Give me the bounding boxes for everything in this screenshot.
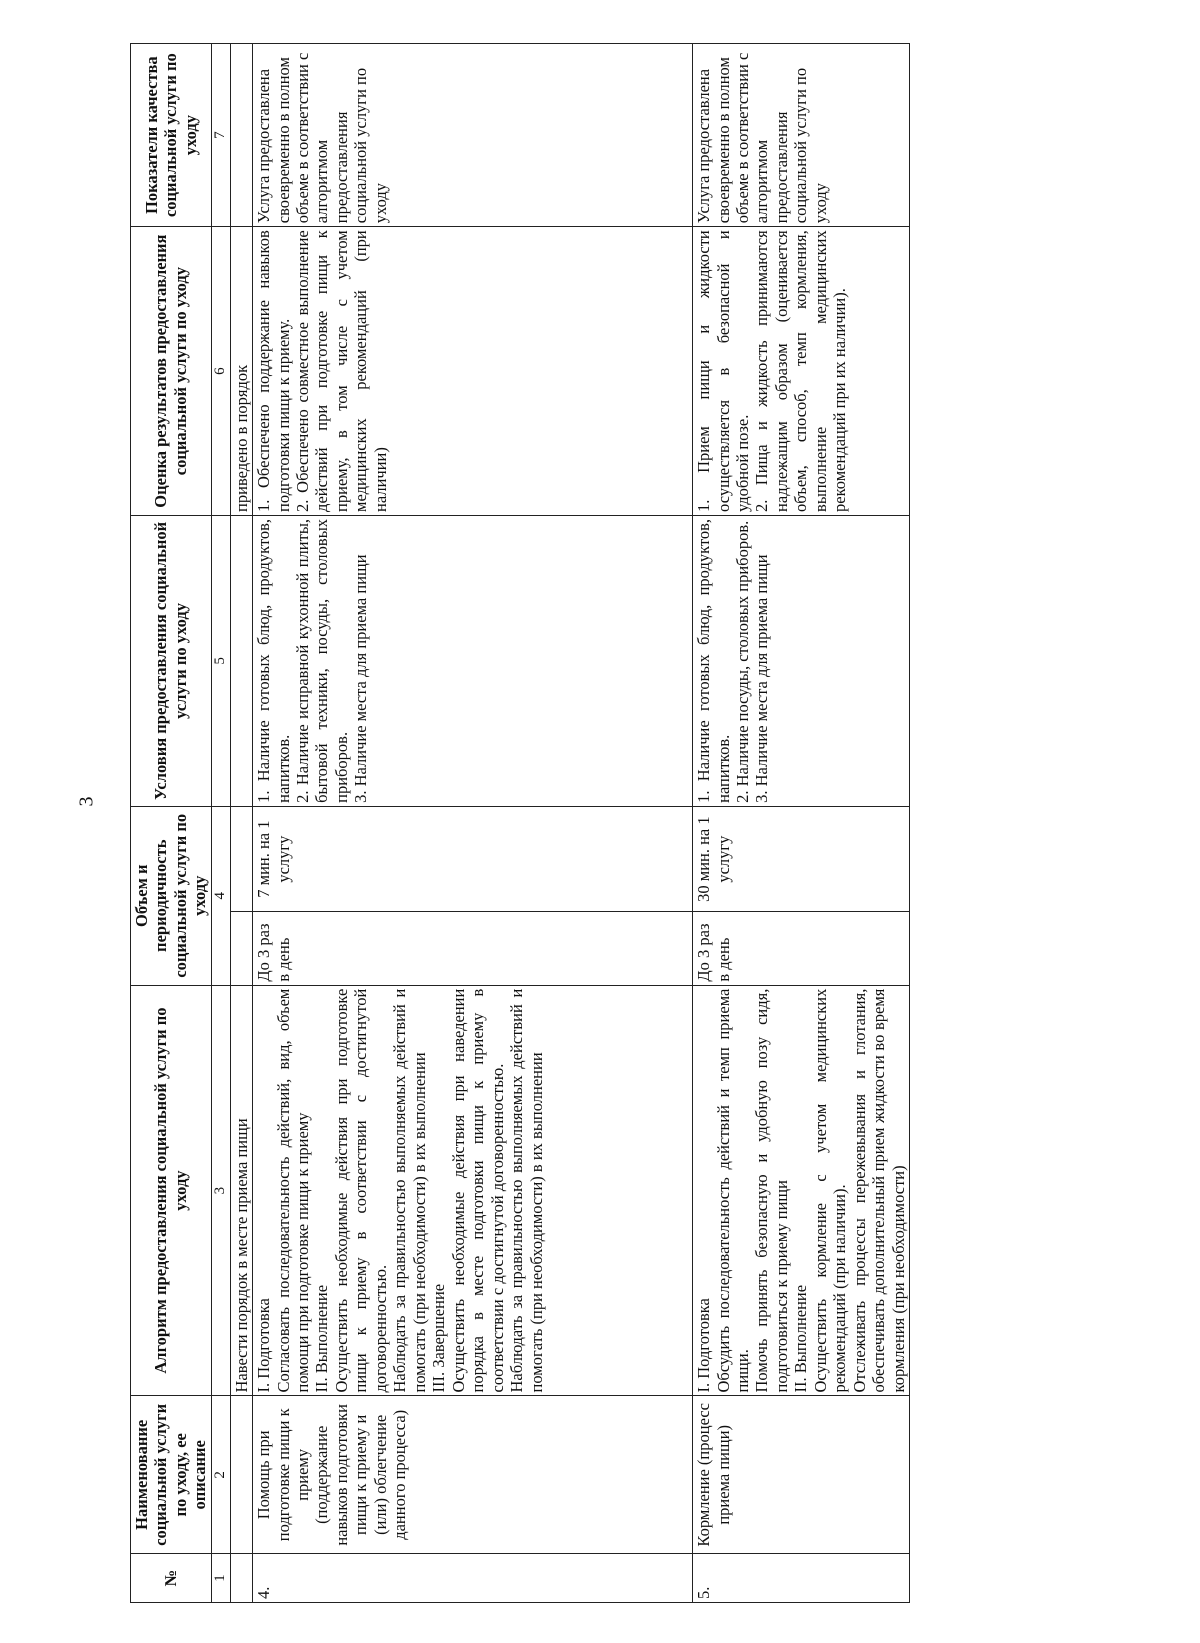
volume-cell: 30 мин. на 1 услугу bbox=[693, 806, 910, 911]
row-number: 4. bbox=[253, 1554, 693, 1603]
column-numbers-row bbox=[211, 44, 230, 1603]
header-quality: Показатели качества социальной услуги по уходу bbox=[131, 44, 212, 227]
table-row bbox=[253, 44, 693, 1603]
header-algorithm: Алгоритм предоставления социальной услуги по уходу bbox=[131, 985, 212, 1396]
continuation-row bbox=[230, 44, 252, 1603]
header-volume: Объем и периодичность социальной услуги по уходу bbox=[131, 806, 212, 985]
table-row bbox=[693, 44, 910, 1603]
continuation-assessment: приведено в порядок bbox=[230, 227, 252, 516]
col-num: 5 bbox=[211, 515, 230, 806]
conditions-cell: 1. Наличие готовых блюд, продуктов, напитков. 2. Наличие исправной кухонной плиты, бытовой техники, посуды, столовых приборов. 3. Наличие места для приема пищи bbox=[253, 515, 693, 806]
col-num: 6 bbox=[211, 227, 230, 516]
assessment-cell: 1. Прием пищи и жидкости осуществляется в безопасной и удобной позе. 2. Пища и жидкость принимаются надлежащим образом (оценивается объем, способ, темп кормления, выполнение медицинских рекомендаций при их наличии). bbox=[693, 227, 910, 516]
col-num: 7 bbox=[211, 44, 230, 227]
continuation-algorithm: Навести порядок в месте приема пищи bbox=[230, 985, 252, 1396]
col-num: 3 bbox=[211, 985, 230, 1396]
service-name: Кормление (процесс приема пищи) bbox=[693, 1396, 910, 1554]
care-services-table bbox=[130, 43, 910, 1603]
assessment-cell: 1. Обеспечено поддержание навыков подготовки пищи к приему. 2. Обеспечено совместное выполнение действий при подготовке пищи к приему, в том числе с учетом медицинских рекомендаций (при наличии) bbox=[253, 227, 693, 516]
conditions-cell: 1. Наличие готовых блюд, продуктов, напитков. 2. Наличие посуды, столовых приборов. 3. Наличие места для приема пищи bbox=[693, 515, 910, 806]
algorithm-cell: I. Подготовка Обсудить последовательность действий и темп приема пищи. Помочь принять безопасную и удобную позу сидя, подготовиться к приему пищи II. Выполнение Осуществить кормление с учетом медицинских рекомендаций (при наличии). Отслеживать процессы пережевывания и глотания, обеспечивать дополнительный прием жидкости во время кормления (при необходимости) bbox=[693, 985, 910, 1396]
quality-cell: Услуга предоставлена своевременно в полном объеме в соответствии с алгоритмом предоставления социальной услуги по уходу bbox=[253, 44, 693, 227]
header-row bbox=[131, 44, 212, 1603]
frequency-cell: До 3 раз в день bbox=[693, 912, 910, 985]
row-number: 5. bbox=[693, 1554, 910, 1603]
header-num: № bbox=[131, 1554, 212, 1603]
quality-cell: Услуга предоставлена своевременно в полном объеме в соответствии с алгоритмом предоставления социальной услуги по уходу bbox=[693, 44, 910, 227]
algorithm-cell: I. Подготовка Согласовать последовательность действий, вид, объем помощи при подготовке пищи к приему II. Выполнение Осуществить необходимые действия при подготовке пищи к приему в соответствии с достигнутой договоренностью. Наблюдать за правильностью выполняемых действий и помогать (при необходимости) в их выполнении III. Завершение Осуществить необходимые действия при наведении порядка в месте подготовки пищи к приему в соответствии с достигнутой договоренностью. Наблюдать за правильностью выполняемых действий и помогать (при необходимости) в их выполнении bbox=[253, 985, 693, 1396]
col-num: 4 bbox=[211, 806, 230, 985]
frequency-cell: До 3 раз в день bbox=[253, 912, 693, 985]
col-num: 2 bbox=[211, 1396, 230, 1554]
col-num: 1 bbox=[211, 1554, 230, 1603]
header-assessment: Оценка результатов предоставления социальной услуги по уходу bbox=[131, 227, 212, 516]
header-conditions: Условия предоставления социальной услуги по уходу bbox=[131, 515, 212, 806]
service-name: Помощь при подготовке пищи к приему (поддержание навыков подготовки пищи к приему и (или) облегчение данного процесса) bbox=[253, 1396, 693, 1554]
page-number: 3 bbox=[75, 796, 98, 807]
rotated-table-container bbox=[130, 43, 1150, 1603]
volume-cell: 7 мин. на 1 услугу bbox=[253, 806, 693, 911]
header-name: Наименование социальной услуги по уходу, ее описание bbox=[131, 1396, 212, 1554]
